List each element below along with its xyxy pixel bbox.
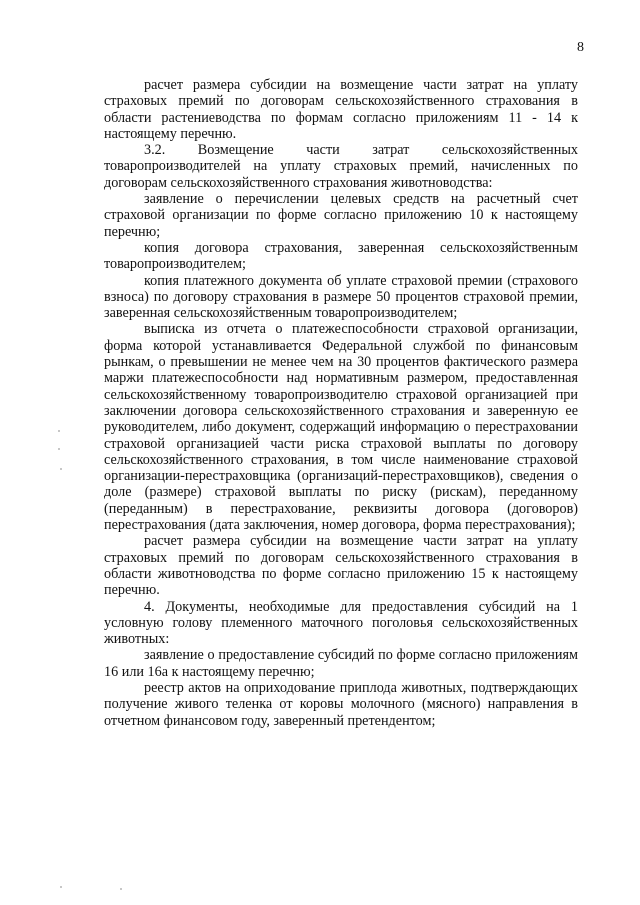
scan-speck — [120, 888, 122, 890]
scan-speck — [58, 448, 60, 450]
paragraph-livestock-insurance-calc: расчет размера субсидии на возмещение части затрат на уплату страховых премий по договорам сельскохозяйственного страхования в области животноводства по форме согласно приложению 15 к настоящему перечню. — [104, 533, 578, 599]
paragraph-insurance-contract-copy: копия договора страхования, заверенная сельскохозяйственным товаропроизводителем; — [104, 239, 578, 273]
paragraph-plant-insurance-calc: расчет размера субсидии на возмещение части затрат на уплату страховых премий по договорам сельскохозяйственного страхования в области растениеводства по формам согласно приложениям 11 - 14 к настоящему перечню. — [104, 77, 578, 142]
page-number: 8 — [577, 40, 584, 55]
paragraph-section-4-heading: 4. Документы, необходимые для предоставления субсидий на 1 условную голову племенного маточного поголовья сельскохозяйственных животных: — [104, 598, 578, 648]
paragraph-offspring-register: реестр актов на оприходование приплода животных, подтверждающих получение живого теленка от коровы молочного (мясного) направления в отчетном финансовом году, заверенный претендентом; — [104, 679, 578, 729]
document-body — [104, 77, 578, 729]
paragraph-section-3-2-heading: 3.2. Возмещение части затрат сельскохозяйственных товаропроизводителей на уплату страховых премий, начисленных по договорам сельскохозяйственного страхования животноводства: — [104, 142, 578, 191]
scan-speck — [58, 430, 60, 432]
scan-speck — [60, 886, 62, 888]
paragraph-subsidy-application: заявление о предоставление субсидий по форме согласно приложениям 16 или 16а к настоящему перечню; — [104, 647, 578, 680]
paragraph-payment-document-copy: копия платежного документа об уплате страховой премии (страхового взноса) по договору страхования в размере 50 процентов страховой премии, заверенная сельскохозяйственным товаропроизводителем; — [104, 272, 578, 322]
paragraph-solvency-report-extract: выписка из отчета о платежеспособности страховой организации, форма которой устанавливается Федеральной службой по финансовым рынкам, о превышении не менее чем на 30 процентов фактического размера маржи платежеспособности над нормативным размером, предоставленная сельскохозяйственному товаропроизводителю страховой организацией при заключении договора сельскохозяйственного страхования и заверенную ее руководителем, либо документ, содержащий информацию о перестраховании страховой организацией части риска страховой выплаты по договору сельскохозяйственного страхования, в том числе наименование страховой организации-перестраховщика (организаций-перестраховщиков), сведения о доле (размере) страховой выплаты по риску (рискам), переданному (переданным) в перестрахование, реквизиты договора (договоров) перестрахования (дата заключения, номер договора, форма перестрахования); — [104, 321, 578, 534]
scan-speck — [60, 468, 62, 470]
paragraph-transfer-application: заявление о перечислении целевых средств на расчетный счет страховой организации по форме согласно приложению 10 к настоящему перечню; — [104, 191, 578, 240]
